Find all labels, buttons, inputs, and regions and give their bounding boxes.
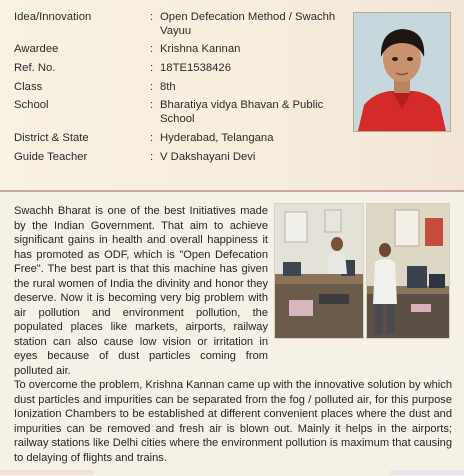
row-label: Ref. No. [14,62,56,74]
row-colon: : [150,62,154,74]
decor-stripe [390,470,464,475]
row-colon: : [150,99,154,111]
description-paragraph-1: Swachh Bharat is one of the best Initiatives made by the Indian Government. That aim to achieve significant gains in health and overall happiness it has promoted as ODF, which is "Open Defecation Free". The best part is that this machine has given the rural women of India the divinity and honor they deserve. Now it is becoming very big problem with air pollution and environment pollution, the populated places like markets, airports, railway station can also cause low vision or irritation in eyes because of dust particles coming from polluted air. [14,205,268,377]
lab-photo-2 [366,203,450,339]
row-label: Awardee [14,43,59,55]
decor-stripe [0,470,94,475]
awardee-photo [353,12,451,132]
row-label: Guide Teacher [14,151,88,163]
row-value: 18TE1538426 [160,62,231,74]
row-value: V Dakshayani Devi [160,151,256,163]
row-colon: : [150,11,154,23]
row-colon: : [150,132,154,144]
row-colon: : [150,43,154,55]
row-colon: : [150,81,154,93]
row-label: Idea/Innovation [14,11,92,23]
row-value: Open Defecation Method / Swachh Vayuu [160,11,336,37]
lab-photo-1 [274,203,364,339]
row-label: Class [14,81,43,93]
row-colon: : [150,151,154,163]
row-value: Krishna Kannan [160,43,241,55]
row-label: District & State [14,132,89,144]
row-label: School [14,99,49,111]
row-value: 8th [160,81,176,93]
row-value: Hyderabad, Telangana [160,132,274,144]
row-value: Bharatiya vidya Bhavan & Public School [160,99,324,125]
description-paragraph-2: To overcome the problem, Krishna Kannan came up with the innovative solution by which dust particles and impurities can be separated from the fog / polluted air, for this purpose Ionization Chambers to be established at different convenient places where the dust and impurities can be removed and fresh air is blown out. Mainly it helps in the airports; railway stations like Delhi cities where the environment pollution is maximum that causing to delaying of flights and trains. [14,379,452,464]
profile-panel [0,0,464,190]
